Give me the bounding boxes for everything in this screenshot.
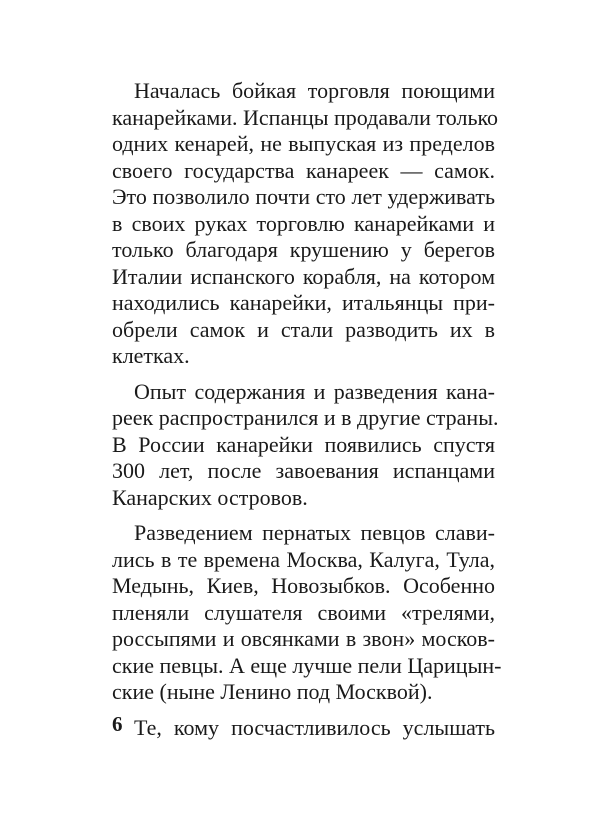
text-line: своего государства канареек — самок. <box>112 157 495 183</box>
page-text <box>112 78 502 741</box>
text-line: Опыт содержания и разведения кана- <box>134 378 495 404</box>
text-line: реек распространился и в другие страны. <box>112 405 499 430</box>
text-line: россыпями и овсянками в звон» москов- <box>112 626 495 651</box>
paragraph <box>112 78 499 370</box>
paragraph-gap <box>112 370 495 379</box>
text-line: Канарских островов. <box>112 484 308 510</box>
text-line: обрели самок и стали разводить их в <box>112 316 495 342</box>
text-line: Это позволило почти сто лет удерживать <box>112 184 495 209</box>
text-line: Началась бойкая торговля поющими <box>134 78 495 103</box>
text-line: в своих руках торговлю канарейками и <box>112 210 495 236</box>
text-line: 300 лет, после завоевания испанцами <box>112 458 495 483</box>
page-number: 6 <box>112 712 123 736</box>
text-line: ские (ныне Ленино под Москвой). <box>112 679 433 704</box>
text-line: находились канарейки, итальянцы при- <box>112 290 495 315</box>
text-line: лись в те времена Москва, Калуга, Тула, <box>112 546 495 572</box>
paragraph <box>112 715 495 742</box>
paragraph <box>112 378 499 512</box>
text-line: клетках. <box>112 343 190 368</box>
paragraph-gap <box>112 511 495 520</box>
text-line: Те, кому посчастливилось услышать <box>134 714 495 740</box>
text-line: Медынь, Киев, Новозыбков. Особенно <box>112 573 495 598</box>
text-line: Разведением пернатых певцов слави- <box>134 520 495 545</box>
text-line: только благодаря крушению у берегов <box>112 237 495 262</box>
text-line: пленяли слушателя своими «трелями, <box>112 599 495 625</box>
text-line: ские певцы. А еще лучше пели Царицын- <box>112 652 502 678</box>
text-line: канарейками. Испанцы продавали только <box>112 104 499 130</box>
text-line: Италии испанского корабля, на котором <box>112 263 495 289</box>
text-line: В России канарейки появились спустя <box>112 431 495 457</box>
text-line: одних кенарей, не выпуская из пределов <box>112 131 495 156</box>
paragraph-gap <box>112 706 495 715</box>
paragraph <box>112 520 502 706</box>
